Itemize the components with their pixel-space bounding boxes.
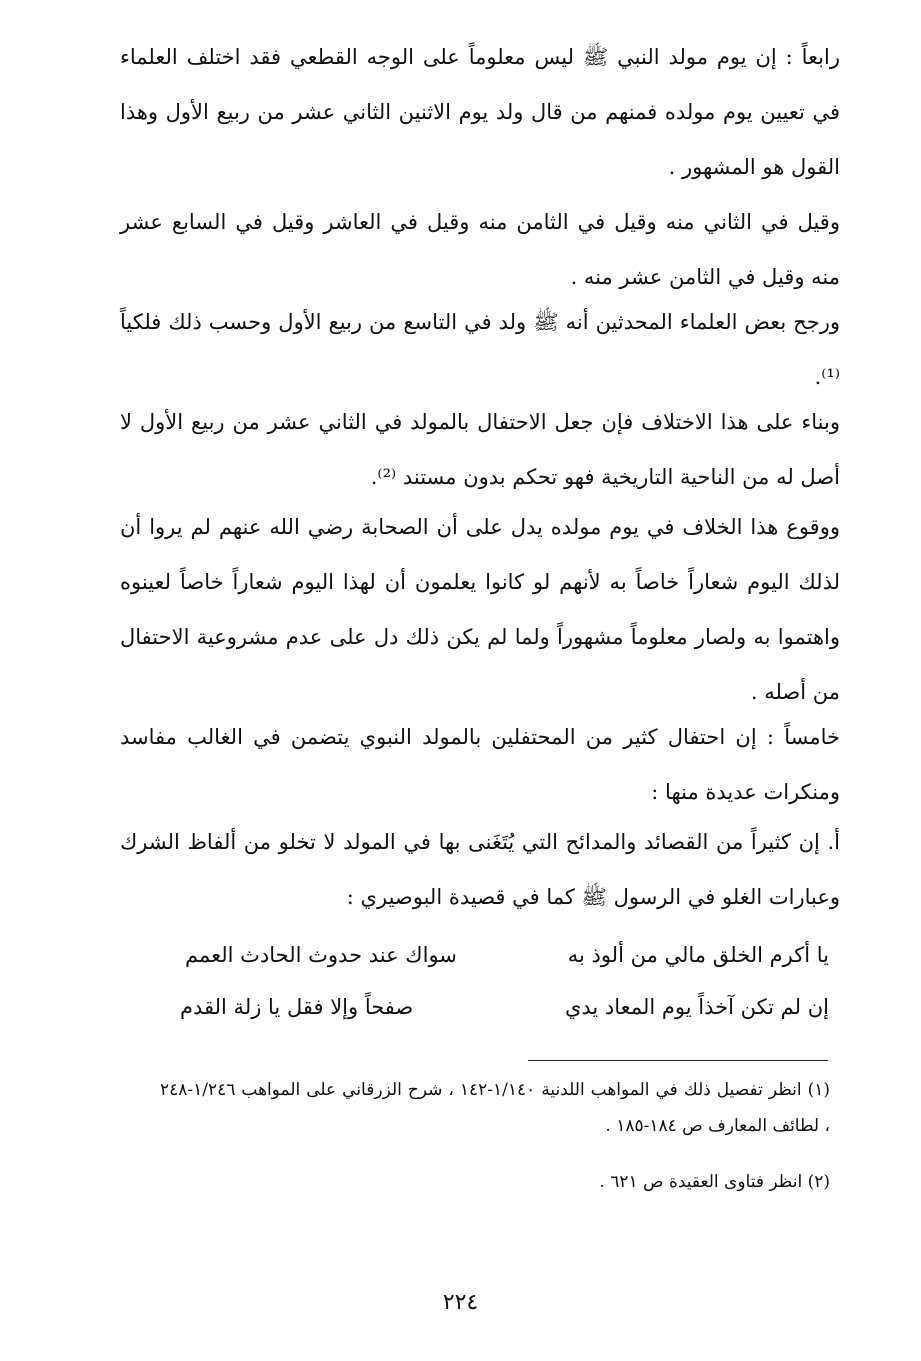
verse-2-first-hemistich: إن لم تكن آخذاً يوم المعاد يدي [564,995,829,1019]
paragraph-companions: ووقوع هذا الخلاف في يوم مولده يدل على أن الصحابة رضي الله عنهم لم يروا أن لذلك اليوم شعاراً خاصاً به لأنهم لو كانوا يعلمون أن لهذا اليوم شعاراً خاصاً لعينوه واهتموا به ولصار معلوماً مشهوراً ولما لم يكن ذلك دل على عدم مشروعية الاحتفال من أصله . [120,515,840,704]
paragraph-disagreement: وبناء على هذا الاختلاف فإن جعل الاحتفال بالمولد في الثاني عشر من ربيع الأول لا أصل له من الناحية التاريخية فهو تحكم بدون مستند ⁽²⁾. [120,410,840,489]
verse-1-first-hemistich: يا أكرم الخلق مالي من ألوذ به [567,943,829,967]
paragraph-ninth-day: ورجح بعض العلماء المحدثين أنه ﷺ ولد في التاسع من ربيع الأول وحسب ذلك فلكياً ⁽¹⁾. [120,310,840,389]
paragraph-other-dates: وقيل في الثاني منه وقيل في الثامن منه وقيل في العاشر وقيل في السابع عشر منه وقيل في الثامن عشر منه . [120,210,840,289]
paragraph-fourth-point: رابعاً : إن يوم مولد النبي ﷺ ليس معلوماً على الوجه القطعي فقد اختلف العلماء في تعيين يوم مولده فمنهم من قال ولد يوم الاثنين الثاني عشر من ربيع الأول وهذا القول هو المشهور . [120,45,840,179]
paragraph-fifth-point: خامساً : إن احتفال كثير من المحتفلين بالمولد النبوي يتضمن في الغالب مفاسد ومنكرات عديدة منها : [120,725,840,804]
footnote-1: (١) انظر تفصيل ذلك في المواهب اللدنية ١/١٤٠-١٤٢ ، شرح الزرقاني على المواهب ١/٢٤٦-٢٤٨ ، لطائف المعارف ص ١٨٤-١٨٥ . [160,1080,830,1136]
page-number: ٢٢٤ [442,1290,479,1315]
footnote-2: (٢) انظر فتاوى العقيدة ص ٦٢١ . [599,1172,830,1192]
footnote-separator [528,1060,828,1061]
paragraph-poems: أ. إن كثيراً من القصائد والمدائح التي يُتَغَنى بها في المولد لا تخلو من ألفاظ الشرك وعبارات الغلو في الرسول ﷺ كما في قصيدة البوصيري : [120,830,840,909]
verse-1-second-hemistich: سواك عند حدوث الحادث العمم [185,943,457,967]
verse-2-second-hemistich: صفحاً وإلا فقل يا زلة القدم [180,995,414,1019]
